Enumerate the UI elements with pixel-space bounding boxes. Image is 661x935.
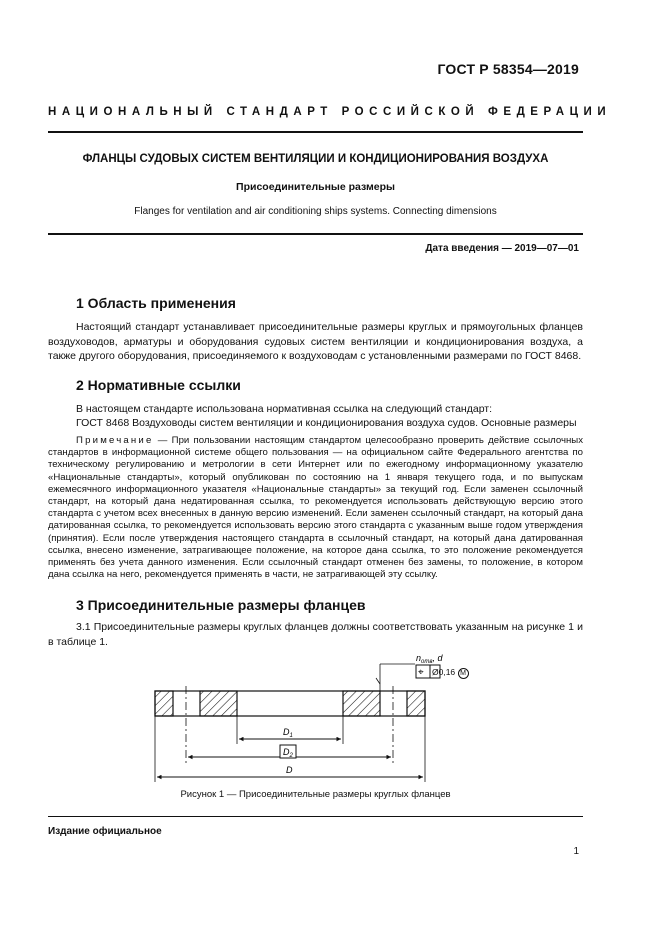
document-code: ГОСТ Р 58354—2019 bbox=[437, 61, 579, 77]
note-label: Примечание bbox=[76, 435, 154, 446]
section-1-heading: 1 Область применения bbox=[76, 295, 236, 311]
normative-reference: ГОСТ 8468 Воздуховоды систем вентиляции и кондиционирования воздуха судов. Основные размеры bbox=[76, 417, 577, 429]
max-material-modifier: M bbox=[458, 668, 469, 679]
position-tolerance-icon: ⌖ bbox=[418, 667, 424, 678]
section-2-intro: В настоящем стандарте использована нормативная ссылка на следующий стандарт: bbox=[76, 403, 493, 415]
divider-title bbox=[48, 233, 583, 235]
hatch-inner-left bbox=[200, 691, 237, 716]
figure-caption: Рисунок 1 — Присоединительные размеры круглых фланцев bbox=[180, 789, 451, 800]
section-1-text-content: Настоящий стандарт устанавливает присоединительные размеры круглых и прямоугольных фланцев воздуховодов, арматуры и оборудования судовых систем вентиляции и кондиционирования воздуха, а также другого оборудования, присоединяемого к воздуховодам с установленными размерами по ГОСТ 8468. bbox=[48, 321, 583, 362]
dim-label-d: D bbox=[286, 765, 293, 775]
divider-bottom bbox=[48, 816, 583, 817]
section-3-heading: 3 Присоединительные размеры фланцев bbox=[76, 597, 366, 613]
dim-label-d2: $D_2$ bbox=[283, 747, 293, 759]
hatch-outer-right bbox=[407, 691, 425, 716]
tolerance-value: Ø0,16 M bbox=[432, 667, 469, 679]
national-standard-heading: НАЦИОНАЛЬНЫЙ СТАНДАРТ РОССИЙСКОЙ ФЕДЕРАЦИИ bbox=[48, 106, 612, 118]
divider-top bbox=[48, 131, 583, 133]
hatch-outer-left bbox=[155, 691, 173, 716]
flange-drawing bbox=[140, 644, 443, 784]
standard-title-english: Flanges for ventilation and air conditioning ships systems. Connecting dimensions bbox=[134, 206, 497, 217]
standard-subtitle: Присоединительные размеры bbox=[236, 181, 395, 193]
holes-label: $n_{отв}$, d bbox=[416, 653, 443, 665]
flange-section bbox=[155, 691, 425, 716]
standard-title: ФЛАНЦЫ СУДОВЫХ СИСТЕМ ВЕНТИЛЯЦИИ И КОНДИЦИОНИРОВАНИЯ ВОЗДУХА bbox=[82, 153, 549, 165]
note bbox=[48, 435, 583, 581]
section-3-text-content: 3.1 Присоединительные размеры круглых фланцев должны соответствовать указанным на рисунке 1 и в таблице 1. bbox=[48, 621, 583, 648]
dim-label-d1: $D_1$ bbox=[283, 727, 293, 739]
introduction-date: Дата введения — 2019—07—01 bbox=[425, 243, 579, 254]
section-2-heading: 2 Нормативные ссылки bbox=[76, 377, 241, 393]
note-text: — При пользовании настоящим стандартом целесообразно проверить действие ссылочных стандартов в информационной системе общего пользования — на официальном сайте Федерального агентства по техническому регулированию и метрологии в сети Интернет или по ежегодному информационному указателю «Национальные стандарты», который опубликован по состоянию на 1 января текущего года, и по выпускам ежемесячного информационного указателя «Национальные стандарты» за текущий год. Если заменен ссылочный стандарт, на который дана недатированная ссылка, то рекомендуется использовать действующую версию этого стандарта с учетом всех внесенных в данную версию изменений. Если заменен ссылочный стандарт, на который дана датированная ссылка, то рекомендуется использовать версию этого стандарта с указанным выше годом утверждения (принятия). Если после утверждения настоящего стандарта в ссылочный стандарт, на который дана датированная ссылка, внесено изменение, затрагивающее положение, на которое дана ссылка, то это положение рекомендуется применять без учета данного изменения. Если ссылочный стандарт отменен без замены, то положение, в котором дана ссылка на него, рекомендуется применять в части, не затрагивающей эту ссылку. bbox=[48, 435, 583, 581]
hatch-inner-right bbox=[343, 691, 380, 716]
page-number: 1 bbox=[573, 846, 579, 857]
edition-label: Издание официальное bbox=[48, 826, 162, 837]
section-1-text bbox=[48, 320, 583, 364]
